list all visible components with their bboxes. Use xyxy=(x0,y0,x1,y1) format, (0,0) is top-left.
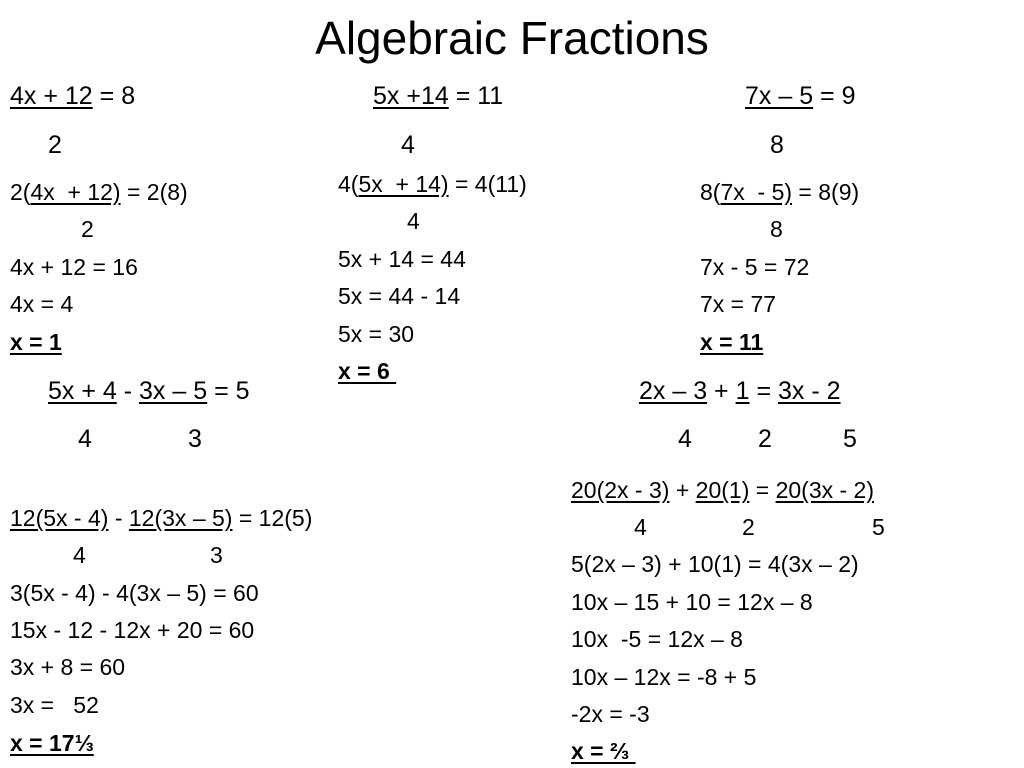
problem-5-fraction-c: 3x - 2 xyxy=(778,377,841,405)
problem-3-step-1-denominator: 8 xyxy=(770,216,783,242)
problem-4-step-4: 3x + 8 = 60 xyxy=(10,654,126,680)
problem-4-equation xyxy=(48,376,250,406)
problem-1-step-3: 4x = 4 xyxy=(10,291,74,317)
problem-3-step-2: 7x - 5 = 72 xyxy=(700,254,810,280)
problem-1-rhs: = 8 xyxy=(92,82,136,110)
problem-4-step-1-denominator-b: 3 xyxy=(210,542,223,568)
problem-5-step-1-fraction-a: 20(2x - 3) xyxy=(571,477,670,503)
problem-3-step-1 xyxy=(700,177,859,207)
problem-3-answer: x = 11 xyxy=(700,329,764,355)
problem-2-rhs: = 11 xyxy=(448,82,504,110)
problem-3-numerator: 7x – 5 xyxy=(745,82,814,110)
problem-2-equation xyxy=(373,81,503,111)
problem-4-step-1-fraction-a: 12(5x - 4) xyxy=(10,505,109,531)
problem-2-step-3: 5x = 44 - 14 xyxy=(338,283,461,309)
problem-2-step-1-fraction: 5x + 14) xyxy=(358,171,449,197)
problem-4-fraction-b: 3x – 5 xyxy=(139,377,208,405)
problem-1-step-1-denominator: 2 xyxy=(81,216,94,242)
problem-4-step-1-fraction-b: 12(3x – 5) xyxy=(128,505,233,531)
problem-2-step-4: 5x = 30 xyxy=(338,321,415,347)
problem-4-step-5: 3x = 52 xyxy=(10,692,99,718)
problem-5-operator-1: + xyxy=(707,377,736,405)
problem-4-operator: - xyxy=(116,377,140,405)
problem-3-step-1-prefix: 8( xyxy=(700,179,721,205)
problem-5-step-1-fraction-b: 20(1) xyxy=(695,477,750,503)
problem-5-step-1 xyxy=(571,475,874,505)
problem-5-step-2: 5(2x – 3) + 10(1) = 4(3x – 2) xyxy=(571,551,859,577)
problem-1-denominator: 2 xyxy=(48,131,62,159)
problem-4-denominator-a: 4 xyxy=(78,425,92,453)
problem-5-fraction-a: 2x – 3 xyxy=(639,377,708,405)
problem-5-operator-2: = xyxy=(749,377,779,405)
problem-1-step-1-rhs: = 2(8) xyxy=(120,179,188,205)
problem-2-step-2: 5x + 14 = 44 xyxy=(338,246,466,272)
problem-4-step-1-rhs: = 12(5) xyxy=(232,505,313,531)
problem-4-denominator-b: 3 xyxy=(188,425,202,453)
problem-2-step-1-denominator: 4 xyxy=(407,208,420,234)
problem-1-step-1-prefix: 2( xyxy=(10,179,31,205)
problem-5-denominator-a: 4 xyxy=(678,425,692,453)
problem-5-equation xyxy=(639,376,841,406)
problem-1-step-1-fraction: 4x + 12) xyxy=(30,179,121,205)
problem-3-step-3: 7x = 77 xyxy=(700,291,777,317)
problem-1-equation xyxy=(10,81,135,111)
problem-3-rhs: = 9 xyxy=(813,82,856,110)
problem-2-answer: x = 6 xyxy=(338,358,397,384)
problem-5-denominator-b: 2 xyxy=(758,425,772,453)
problem-5-step-6: -2x = -3 xyxy=(571,701,650,727)
problem-5-fraction-b: 1 xyxy=(735,377,750,405)
problem-2-step-1-rhs: = 4(11) xyxy=(448,171,527,197)
problem-1-answer: x = 1 xyxy=(10,329,62,355)
problem-5-denominator-c: 5 xyxy=(843,425,857,453)
problem-5-step-1-operator-1: + xyxy=(669,477,696,503)
problem-1-step-2: 4x + 12 = 16 xyxy=(10,254,138,280)
problem-5-step-1-denominator-b: 2 xyxy=(742,514,755,540)
problem-5-step-1-operator-2: = xyxy=(749,477,776,503)
problem-5-step-5: 10x – 12x = -8 + 5 xyxy=(571,664,757,690)
problem-5-step-3: 10x – 15 + 10 = 12x – 8 xyxy=(571,589,813,615)
problem-2-step-1-prefix: 4( xyxy=(338,171,359,197)
problem-4-step-1-operator: - xyxy=(108,505,129,531)
problem-4-step-1 xyxy=(10,503,312,533)
problem-4-step-3: 15x - 12 - 12x + 20 = 60 xyxy=(10,617,255,643)
problem-1-numerator: 4x + 12 xyxy=(10,82,93,110)
problem-3-step-1-fraction: 7x - 5) xyxy=(720,179,793,205)
problem-5-answer: x = ⅔ xyxy=(571,738,636,764)
problem-3-step-1-rhs: = 8(9) xyxy=(792,179,860,205)
problem-2-step-1 xyxy=(338,169,527,199)
problem-4-rhs: = 5 xyxy=(207,377,250,405)
problem-3-denominator: 8 xyxy=(770,131,784,159)
problem-5-step-1-denominator-c: 5 xyxy=(872,514,885,540)
problem-5-step-4: 10x -5 = 12x – 8 xyxy=(571,626,743,652)
problem-2-denominator: 4 xyxy=(401,131,415,159)
problem-2-numerator: 5x +14 xyxy=(373,82,449,110)
problem-4-step-1-denominator-a: 4 xyxy=(73,542,86,568)
page-title: Algebraic Fractions xyxy=(315,12,709,64)
problem-4-step-2: 3(5x - 4) - 4(3x – 5) = 60 xyxy=(10,580,259,606)
problem-5-step-1-fraction-c: 20(3x - 2) xyxy=(775,477,875,503)
problem-1-step-1 xyxy=(10,177,188,207)
problem-4-fraction-a: 5x + 4 xyxy=(48,377,117,405)
problem-4-answer: x = 17⅓ xyxy=(10,730,94,756)
problem-3-equation xyxy=(745,81,856,111)
problem-5-step-1-denominator-a: 4 xyxy=(634,514,647,540)
